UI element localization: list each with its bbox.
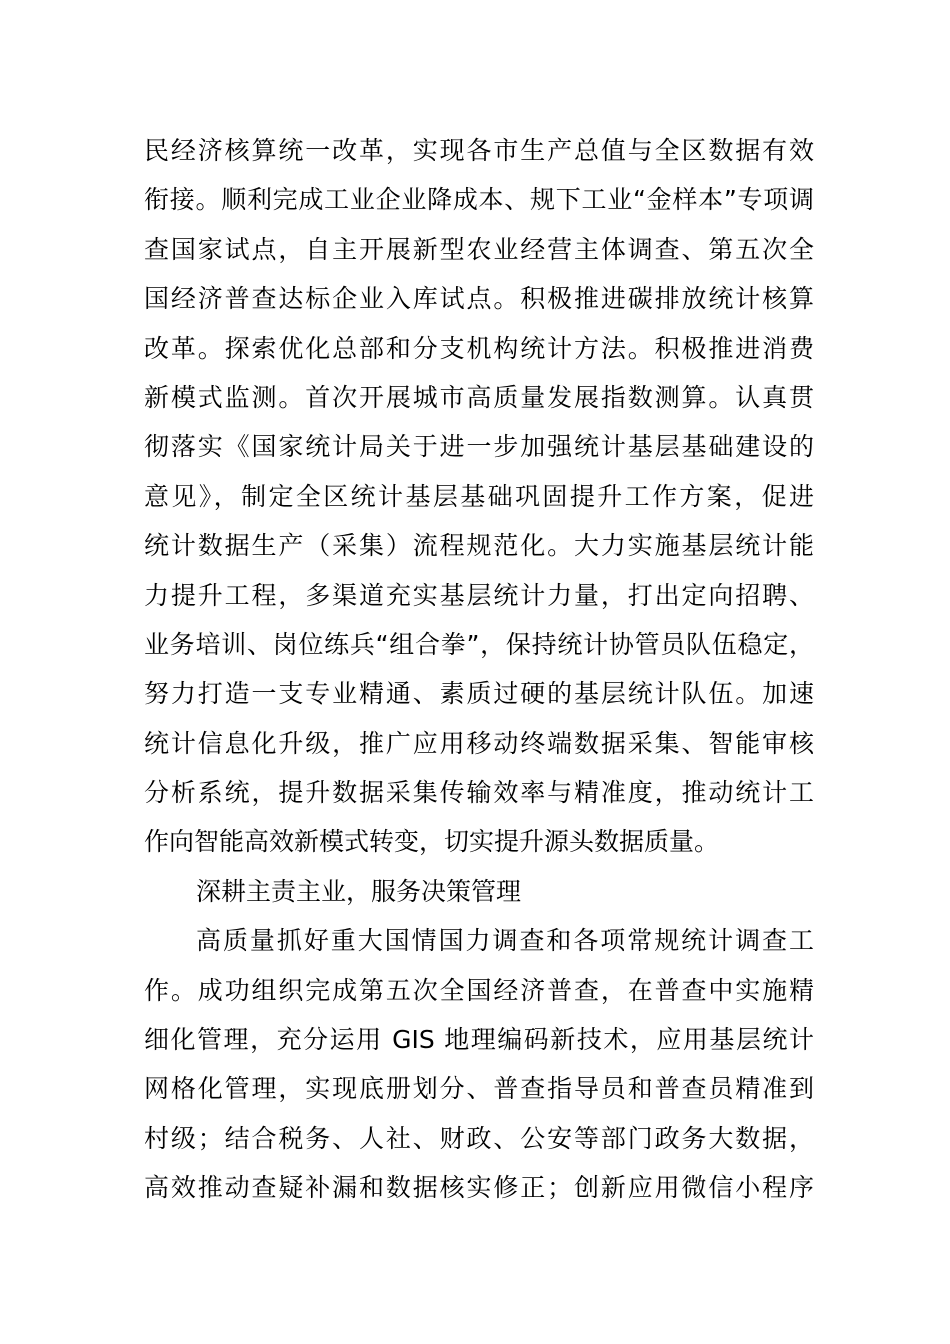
paragraph-2-line-1: 高质量抓好重大国情国力调查和各项常规统计调查工 — [196, 926, 814, 956]
paragraph-1-line-2: 衔接。顺利完成工业企业降成本、规下工业“金样本”专项调 — [144, 185, 814, 215]
paragraph-1-line-8: 意见》，制定全区统计基层基础巩固提升工作方案，促进 — [144, 481, 814, 511]
paragraph-1-line-9: 统计数据生产（采集）流程规范化。大力实施基层统计能 — [144, 531, 814, 561]
paragraph-1-line-1: 民经济核算统一改革，实现各市生产总值与全区数据有效 — [144, 136, 814, 165]
paragraph-1-line-4: 国经济普查达标企业入库试点。积极推进碳排放统计核算 — [144, 284, 814, 314]
paragraph-1-line-12: 努力打造一支专业精通、素质过硬的基层统计队伍。加速 — [144, 679, 814, 709]
paragraph-1-line-7: 彻落实《国家统计局关于进一步加强统计基层基础建设的 — [144, 432, 814, 462]
section-heading: 深耕主责主业，服务决策管理 — [196, 876, 522, 906]
document-body — [144, 126, 814, 1213]
paragraph-1-line-13: 统计信息化升级，推广应用移动终端数据采集、智能审核 — [144, 728, 814, 758]
paragraph-1-line-3: 查国家试点，自主开展新型农业经营主体调查、第五次全 — [144, 234, 814, 264]
paragraph-2-line-4: 网格化管理，实现底册划分、普查指导员和普查员精准到 — [144, 1074, 814, 1104]
paragraph-1-line-10: 力提升工程，多渠道充实基层统计力量，打出定向招聘、 — [144, 580, 814, 610]
paragraph-1-line-14: 分析系统，提升数据采集传输效率与精准度，推动统计工 — [144, 778, 814, 808]
paragraph-1-line-6: 新模式监测。首次开展城市高质量发展指数测算。认真贯 — [144, 382, 814, 412]
paragraph-1-line-11: 业务培训、岗位练兵“组合拳”，保持统计协管员队伍稳定， — [144, 629, 814, 659]
paragraph-1-line-15: 作向智能高效新模式转变，切实提升源头数据质量。 — [144, 827, 720, 857]
paragraph-2-line-3: 细化管理，充分运用 GIS 地理编码新技术，应用基层统计 — [144, 1025, 814, 1055]
paragraph-2-line-2: 作。成功组织完成第五次全国经济普查，在普查中实施精 — [144, 975, 814, 1005]
paragraph-2-line-5: 村级；结合税务、人社、财政、公安等部门政务大数据， — [144, 1123, 814, 1153]
paragraph-1-line-5: 改革。探索优化总部和分支机构统计方法。积极推进消费 — [144, 333, 814, 363]
paragraph-2-line-6: 高效推动查疑补漏和数据核实修正；创新应用微信小程序 — [144, 1173, 814, 1203]
